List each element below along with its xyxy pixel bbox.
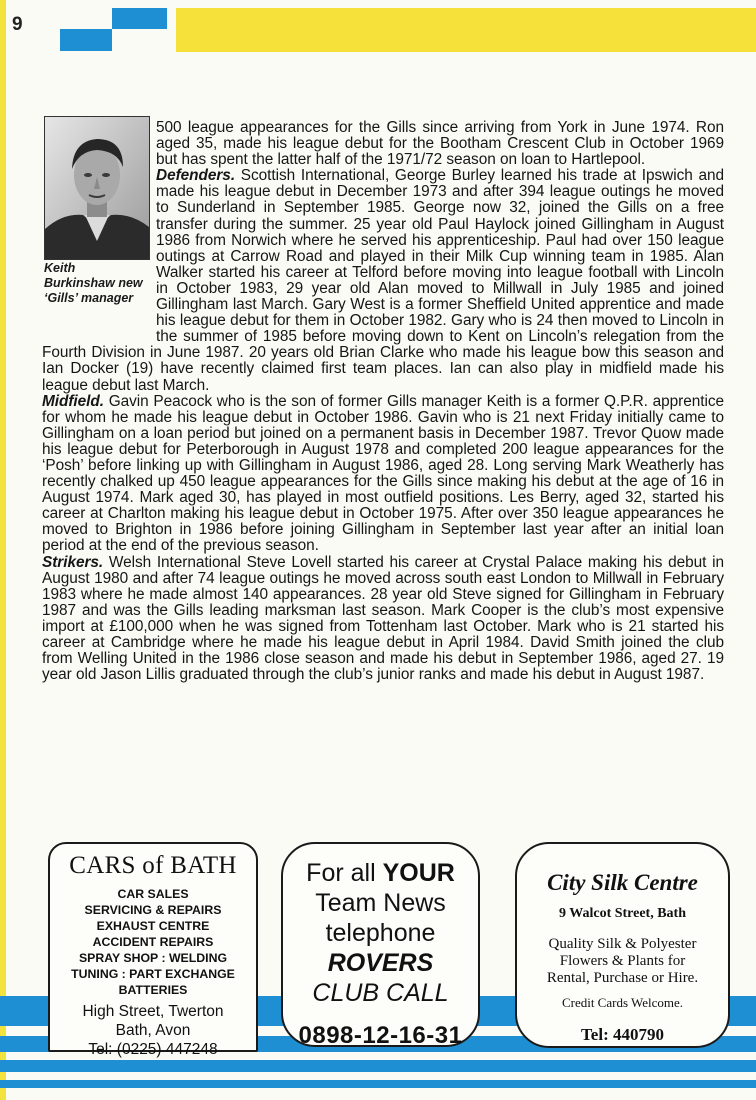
ad-cars-of-bath xyxy=(48,842,258,1058)
article-midfield xyxy=(42,394,724,555)
intro-text: 500 league appearances for the Gills since arriving from York in June 1974. Ron aged 35, made his league debut for the Bootham Crescent Club in October 1969 but has spent the latter half of the 1971/72 season on loan to Hartlepool. xyxy=(156,119,724,169)
ad-rovers-phone: 0898-12-16-31 xyxy=(298,1022,463,1049)
article-body xyxy=(42,120,724,683)
line1-emph: YOUR xyxy=(382,859,455,887)
service-item: BATTERIES xyxy=(118,983,188,997)
ad-silk-description xyxy=(517,936,728,987)
address-line: Bath, Avon xyxy=(115,1022,191,1039)
ad-silk-credit: Credit Cards Welcome. xyxy=(561,995,684,1010)
header-blue-block-lower xyxy=(60,29,112,51)
service-item: SERVICING & REPAIRS xyxy=(84,903,222,917)
yellow-margin-strip xyxy=(0,0,6,1100)
header-blue-block-upper xyxy=(112,8,167,29)
line1-prefix: For all xyxy=(306,859,383,887)
stripe xyxy=(0,1080,756,1088)
desc-line: Rental, Purchase or Hire. xyxy=(546,970,699,986)
defenders-heading: Defenders. xyxy=(156,167,236,185)
ad-cars-address xyxy=(50,1002,256,1059)
header-yellow-bar xyxy=(176,8,756,52)
service-item: TUNING : PART EXCHANGE xyxy=(71,967,235,981)
photo-float-spacer xyxy=(42,120,156,330)
ad-silk-tel: Tel: 440790 xyxy=(581,1025,664,1044)
stripe xyxy=(0,1060,756,1072)
ad-rovers-line5: CLUB CALL xyxy=(312,979,449,1007)
ad-rovers-line1 xyxy=(283,858,478,888)
address-line: High Street, Twerton xyxy=(82,1003,224,1020)
ad-rovers-line4: ROVERS xyxy=(327,949,434,977)
ad-rovers-club-call xyxy=(281,842,480,1047)
ad-cars-services xyxy=(50,886,256,998)
desc-line: Flowers & Plants for xyxy=(559,953,686,969)
midfield-text: Gavin Peacock who is the son of former Gills manager Keith is a former Q.P.R. apprentice for whom he made his league debut in October 1986. Gavin who is 21 next Friday initially came to Gillingham on a loan period but joined on a permanent basis in December 1987. Trevor Quow made his league debut for Peterborough in August 1978 and completed 200 league appearances for the ‘Posh’ before linking up with Gillingham in August 1986, aged 28. Long serving Mark Weatherly has recently chalked up 450 league appearances for the Gills since making his debut at the age of 16 in August 1974. Mark aged 30, has played in most outfield positions. Les Berry, aged 32, started his career at Charlton making his league debut in October 1975. After over 350 league appearances he moved to Brighton in 1986 before joining Gillingham in September last year after an initial loan period at the end of the previous season. xyxy=(42,392,724,555)
article-strikers xyxy=(42,555,724,684)
desc-line: Quality Silk & Polyester xyxy=(548,936,697,952)
ad-cars-tel: Tel: (0225) 447248 xyxy=(88,1041,218,1058)
ad-cars-title: CARS of BATH xyxy=(69,852,237,879)
ad-city-silk xyxy=(515,842,730,1048)
midfield-heading: Midfield. xyxy=(42,392,104,410)
page-number: 9 xyxy=(12,14,23,35)
service-item: SPRAY SHOP : WELDING xyxy=(78,951,228,965)
service-item: EXHAUST CENTRE xyxy=(96,919,210,933)
ad-silk-street: 9 Walcot Street, Bath xyxy=(558,906,687,921)
ad-rovers-line2: Team News xyxy=(315,889,446,917)
photo-caption: Keith Burkinshaw new ‘Gills’ manager xyxy=(44,261,143,305)
strikers-text: Welsh International Steve Lovell started his career at Crystal Palace making his debut in August 1980 and after 74 league outings he moved across south east London to Millwall in February 1983 where he made almost 140 appearances. 28 year old Steve signed for Gillingham in February 1987 and was the Gills leading marksman last season. Mark Cooper is the club’s most expensive import at £100,000 when he was signed from Tottenham last October. Mark who is 21 started his career at Cambridge where he made his league debut in April 1984. David Smith joined the club from Welling United in the 1986 close season and made his debut in September 1986, aged 27. 19 year old Jason Lillis graduated through the club’s junior ranks and made his debut in August 1987. xyxy=(42,553,724,684)
ad-rovers-line3: telephone xyxy=(325,919,436,947)
strikers-heading: Strikers. xyxy=(42,553,104,571)
ad-silk-title: City Silk Centre xyxy=(547,870,698,895)
service-item: CAR SALES xyxy=(117,887,189,901)
service-item: ACCIDENT REPAIRS xyxy=(92,935,214,949)
defenders-text: Scottish International, George Burley learned his trade at Ipswich and made his league debut in December 1973 and after 394 league outings he moved to Sunderland in September 1985. George now 32, joined the Gills on a free transfer during the summer. 25 year old Paul Haylock joined Gillingham in August 1986 from Norwich where he served his apprenticeship. Paul had over 150 league outings at Carrow Road and played in their Milk Cup winning team in 1985. Alan Walker started his career at Telford before moving into league football with Lincoln in October 1983, 29 year old Alan moved to Millwall in July 1985 and joined Gillingham last March. Gary West is a former Sheffield United apprentice and made his league debut for them in October 1982. Gary who is 24 then moved to Lincoln in the summer of 1985 before moving down to Kent on Lincoln’s relegation from the Fourth Division in June 1987. 20 years old Brian Clarke who made his league bow this season and Ian Docker (19) have recently claimed first team places. Ian can also play in midfield made his league debut last March. xyxy=(42,167,725,394)
